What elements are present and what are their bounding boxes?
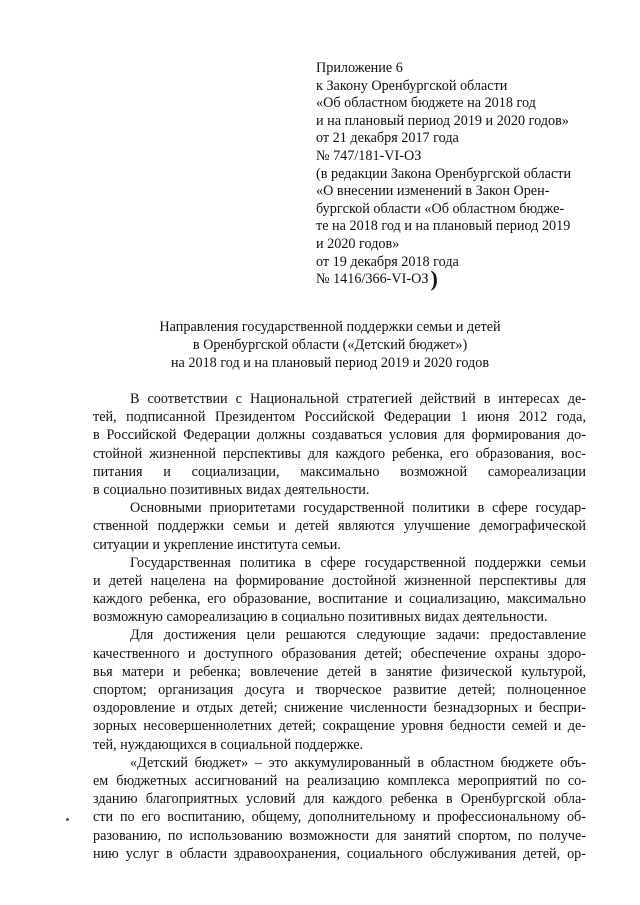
appendix-line: бургской области «Об областном бюдже- [316,200,565,217]
paragraph [93,499,586,554]
text-line: оздоровление и отдых детей; снижение численности безнадзорных и беспри- [93,700,586,717]
appendix-line: «О внесении изменений в Закон Орен- [316,183,550,200]
paragraph [93,754,586,863]
text-line: питания и социализации, максимально возможной самореализации [93,463,586,480]
text-line: каждого ребенка, его образование, воспитание и социализацию, максимально [93,591,586,608]
text-line: сти по его воспитанию, общему, дополнительному и профессиональному об- [93,809,586,826]
appendix-line: к Закону Оренбургской области [316,77,508,94]
appendix-line: те на 2018 год и на плановый период 2019 [316,218,571,235]
appendix-line: (в редакции Закона Оренбургской области [316,165,572,182]
title-line: на 2018 год и на плановый период 2019 и 2020 годов [170,355,490,371]
text-line: стойной жизненной перспективы для каждого ребенка, его образования, вос- [93,445,586,462]
appendix-line: от 21 декабря 2017 года [316,130,459,147]
text-line: зданию благоприятных условий для каждого ребенка в Оренбургской обла- [93,791,586,808]
paragraph [93,626,586,753]
text-line: качественного и доступного образования детей; обеспечение охраны здоро- [93,645,586,662]
text-line: «Детский бюджет» – это аккумулированный в областном бюджете объ- [130,754,586,771]
text-line: спортом; организация досуга и творческое развитие детей; полноценное [93,682,586,698]
paragraph [93,554,586,627]
appendix-line: от 19 декабря 2018 года [316,253,459,270]
text-line: вья матери и ребенка; вовлечение детей в занятие физической культурой, [93,663,586,680]
appendix-line: № 747/181-VI-ОЗ [316,147,422,164]
appendix-line [316,266,596,292]
appendix-line-text: № 1416/366-VI-ОЗ [316,271,429,288]
paragraph [93,390,586,499]
appendix-line: и на плановый период 2019 и 2020 годов» [316,112,569,129]
text-line: В соответствии с Национальной стратегией действий в интересах де- [130,391,586,407]
scan-speck [66,818,69,821]
text-line: нию услуг в области здравоохранения, социального обслуживания детей, ор- [93,845,586,862]
document-body [93,390,586,863]
appendix-header [316,60,596,292]
text-line: в Российской Федерации должны создаваться условия для формирования до- [93,427,586,444]
title-line: Направления государственной поддержки семьи и детей [159,319,501,335]
text-line: тей, подписанной Президентом Российской Федерации 1 июня 2012 года, [93,409,586,426]
document-title [90,318,570,372]
text-line: Для достижения цели решаются следующие задачи: предоставление [130,627,586,644]
text-line: разованию, по использованию возможности для занятий спортом, по получе- [93,827,586,844]
text-line: ственной поддержки семьи и детей являются улучшение демографической [93,518,586,535]
text-line: в социально позитивных видах деятельности. [93,481,370,498]
text-line: Государственная политика в сфере государственной поддержки семьи [130,554,586,571]
text-line: возможную самореализацию в социально позитивных видах деятельности. [93,609,548,626]
text-line: ем бюджетных ассигнований на реализацию комплекса мероприятий по со- [93,772,586,789]
appendix-line: и 2020 годов» [316,235,400,252]
text-line: тей, нуждающихся в социальной поддержке. [93,736,364,753]
handwritten-paren: ) [430,266,438,292]
appendix-line: «Об областном бюджете на 2018 год [316,95,536,112]
text-line: зорных несовершеннолетних детей; сокращение уровня бедности семей и де- [93,718,586,735]
text-line: и детей нацелена на формирование достойной жизненной перспективы для [93,572,586,589]
text-line: Основными приоритетами государственной политики в сфере государ- [130,500,586,517]
title-line: в Оренбургской области («Детский бюджет») [192,337,468,353]
text-line: ситуации и укрепление института семьи. [93,536,341,553]
appendix-line: Приложение 6 [316,60,403,76]
